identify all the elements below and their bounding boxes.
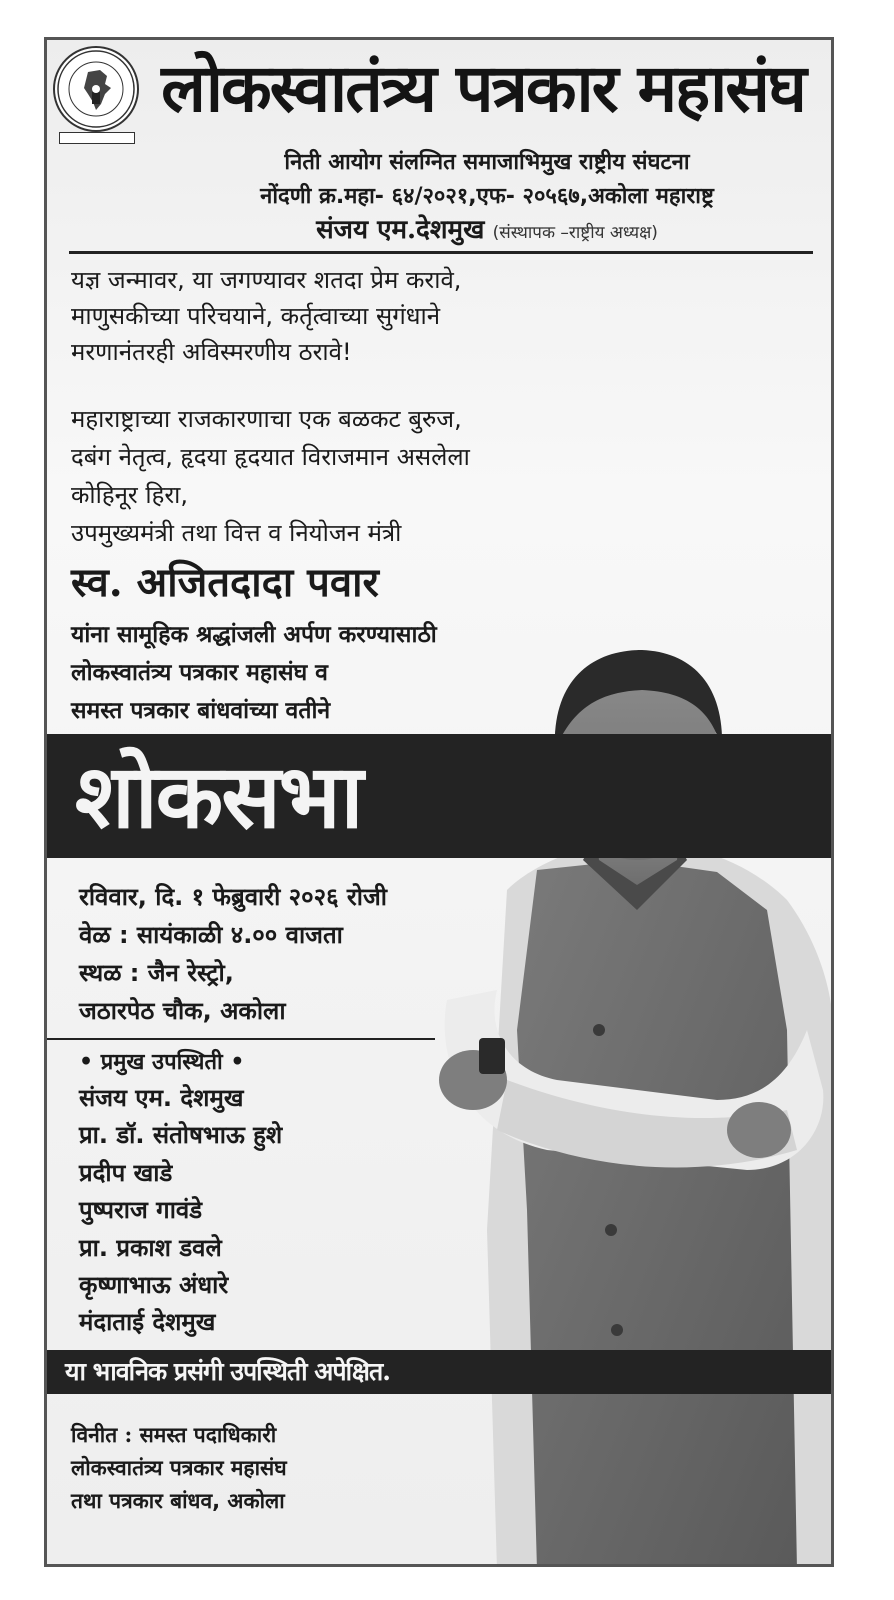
appeal-text: या भावनिक प्रसंगी उपस्थिती अपेक्षित. [65,1357,390,1386]
org-title: लोकस्वातंत्र्य पत्रकार महासंघ [161,49,805,127]
tribute-line: कोहिनूर हिरा, [71,481,188,509]
logo-caption-strip [59,132,135,144]
event-venue: स्थळ : जैन रेस्ट्रो, [79,959,234,987]
signoff-line-1 [71,1418,431,1452]
signoff-text: समस्त पदाधिकारी [139,1423,277,1447]
signoff-line-2: लोकस्वातंत्र्य पत्रकार महासंघ [71,1456,287,1480]
guest-name: प्रा. प्रकाश डवले [79,1233,222,1262]
invite-block [71,616,631,730]
signoff-label: विनीत : [71,1422,133,1447]
founder-name: संजय एम.देशमुख [316,215,485,245]
registration-number: नोंदणी क्र.महा- ६४/२०२१,एफ- २०५६७,अकोला महाराष्ट्र [260,184,714,209]
event-details [79,878,559,1030]
signoff-line-3: तथा पत्रकार बांधव, अकोला [71,1489,285,1513]
verse-block [71,262,611,370]
verse-line: यज्ञ जन्मावर, या जगण्यावर शतदा प्रेम करावे, [71,266,462,294]
india-map-seal-icon [55,48,137,130]
invite-line: समस्त पत्रकार बांधवांच्या वतीने [71,698,331,724]
guest-name: कृष्णाभाऊ अंधारे [79,1271,229,1300]
guest-name: प्रा. डॉ. संतोषभाऊ हुशे [79,1121,283,1150]
founder-role: (संस्थापक –राष्ट्रीय अध्यक्ष) [492,223,658,243]
guests-heading: • प्रमुख उपस्थिती • [79,1049,245,1075]
poster-frame [44,37,834,1567]
invite-line: यांना सामूहिक श्रद्धांजली अर्पण करण्यासाठी [71,622,437,648]
tribute-line: उपमुख्यमंत्री तथा वित्त व नियोजन मंत्री [71,519,402,547]
founder-line [167,212,807,251]
tribute-line: दबंग नेतृत्व, हृदया हृदयात विराजमान असलेला [71,443,470,471]
guest-name: प्रदीप खाडे [79,1158,173,1187]
org-logo [53,46,139,132]
event-venue-address: जठारपेठ चौक, अकोला [79,997,286,1025]
tribute-line: महाराष्ट्राच्या राजकारणाचा एक बळकट बुरुज, [71,405,462,433]
invite-line: लोकस्वातंत्र्य पत्रकार महासंघ व [71,660,328,686]
guest-name: संजय एम. देशमुख [79,1084,244,1112]
tribute-block [71,400,631,552]
guest-name: पुष्पराज गावंडे [79,1196,203,1225]
guest-name: मंदाताई देशमुख [79,1308,216,1337]
honoree-name: स्व. अजितदादा पवार [71,559,379,606]
banner-title: शोकसभा [75,744,362,848]
header-divider [69,251,813,254]
signoff-block [71,1418,431,1518]
event-time: वेळ : सायंकाळी ४.०० वाजता [79,921,343,949]
verse-line: मरणानंतरही अविस्मरणीय ठरावे! [71,338,352,366]
verse-line: माणुसकीच्या परिचयाने, कर्तृत्वाच्या सुगंधाने [71,302,441,330]
guests-list [79,1080,439,1342]
event-divider [47,1038,435,1040]
org-subtitle: निती आयोग संलग्नित समाजाभिमुख राष्ट्रीय संघटना [284,150,690,175]
event-date: रविवार, दि. १ फेब्रुवारी २०२६ रोजी [79,883,387,911]
